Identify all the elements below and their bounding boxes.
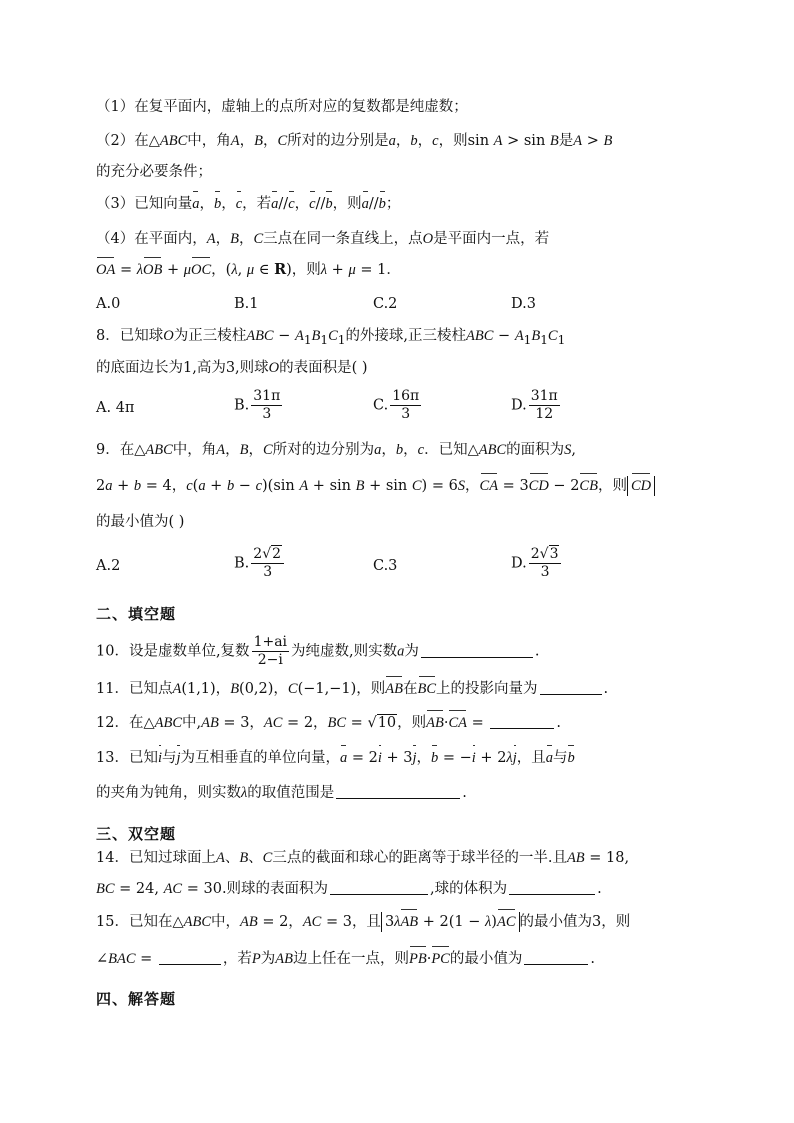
q7-statement-2: （2）在△ABC中，角A，B，C所对的边分别是a，b，c，则sin A > sin B是A > B: [96, 133, 613, 149]
q9-option-c: C.3: [373, 558, 398, 574]
section-heading-solutions: 四、解答题: [96, 990, 177, 1008]
q9-option-a: A.2: [96, 558, 121, 574]
q7-statement-1: （1）在复平面内，虚轴上的点所对应的复数都是纯虚数；: [96, 99, 468, 115]
q7-statement-4-formula: OA = λOB + μOC，(λ, μ ∈ R)，则λ + μ = 1．: [96, 261, 401, 278]
q10-answer-blank[interactable]: [421, 643, 533, 658]
q9-stem-formula: 2a + b = 4，c(a + b − c)(sin A + sin B + sin C) = 6S，CA = 3CD − 2CB，则 CD: [96, 476, 655, 496]
q14-answer-blank-2[interactable]: [509, 880, 595, 895]
q7-statement-4: （4）在平面内，A，B，C三点在同一条直线上，点O是平面内一点，若: [96, 231, 550, 247]
q8-option-b: B. $\frac{31\pi}{3}$: [234, 388, 281, 422]
section-heading-double-blank: 三、双空题: [96, 825, 177, 843]
q8-option-c: C. $\frac{16\pi}{3}$: [373, 388, 420, 422]
q14-cont: BC = 24, AC = 30.则球的表面积为 ,球的体积为 .: [96, 881, 602, 897]
q13: 13．已知i与j为互相垂直的单位向量，a = 2i + 3j，b = −i + 2λj，且a与b: [96, 750, 575, 766]
q7-option-c: C.2: [373, 296, 398, 312]
q15-cont: ∠BAC = ，若P为AB边上任在一点，则PB·PC的最小值为 .: [96, 951, 595, 967]
q12-answer-blank[interactable]: [490, 714, 554, 729]
q9-option-b: B. $\frac{2√2}{3}$: [234, 546, 286, 581]
q14-answer-blank-1[interactable]: [330, 880, 428, 895]
q15-answer-blank-2[interactable]: [524, 950, 588, 965]
q11: 11．已知点A(1,1)，B(0,2)，C(−1,−1)，则AB在BC上的投影向量为 .: [96, 681, 609, 697]
q7-statement-2-cont: 的充分必要条件；: [96, 164, 212, 180]
q8-stem: 8．已知球O为正三棱柱ABC − $A_1B_1C_1$的外接球,正三棱柱ABC − $A_1B_1C_1$: [96, 328, 566, 347]
q9-stem: 9．在△ABC中，角A，B，C所对的边分别为a，b，c．已知△ABC的面积为S,: [96, 442, 577, 458]
q8-option-d: D. $\frac{31\pi}{12}$: [511, 388, 558, 422]
q8-option-a: A. 4π: [96, 400, 135, 416]
q11-answer-blank[interactable]: [540, 680, 602, 695]
q9-stem-cont: 的最小值为( ): [96, 514, 185, 530]
q7-statement-3: （3）已知向量a，b，c，若a//c，c//b，则a//b；: [96, 196, 401, 212]
q9-option-d: D. $\frac{2√3}{3}$: [511, 546, 563, 581]
q13-cont: 的夹角为钝角，则实数λ的取值范围是 .: [96, 785, 467, 801]
q15: 15．已知在△ABC中，AB = 2，AC = 3，且 3λAB + 2(1 − λ)AC 的最小值为3，则: [96, 914, 631, 930]
q14: 14．已知过球面上A、B、C三点的截面和球心的距离等于球半径的一半.且AB = 18,: [96, 850, 630, 866]
q15-answer-blank-1[interactable]: [159, 950, 221, 965]
q13-answer-blank[interactable]: [336, 784, 460, 799]
q10: 10．设是虚数单位,复数 $\frac{1+ai}{2-i}$ 为纯虚数,则实数a为 .: [96, 634, 540, 668]
q7-option-b: B.1: [234, 296, 259, 312]
section-heading-fill-in: 二、填空题: [96, 605, 177, 623]
q7-option-d: D.3: [511, 296, 536, 312]
q7-option-a: A.0: [96, 296, 121, 312]
q12: 12．在△ABC中,AB = 3，AC = 2，BC = √10，则AB·CA = .: [96, 715, 561, 731]
q8-stem-cont: 的底面边长为1,高为3,则球O的表面积是( ): [96, 360, 368, 376]
